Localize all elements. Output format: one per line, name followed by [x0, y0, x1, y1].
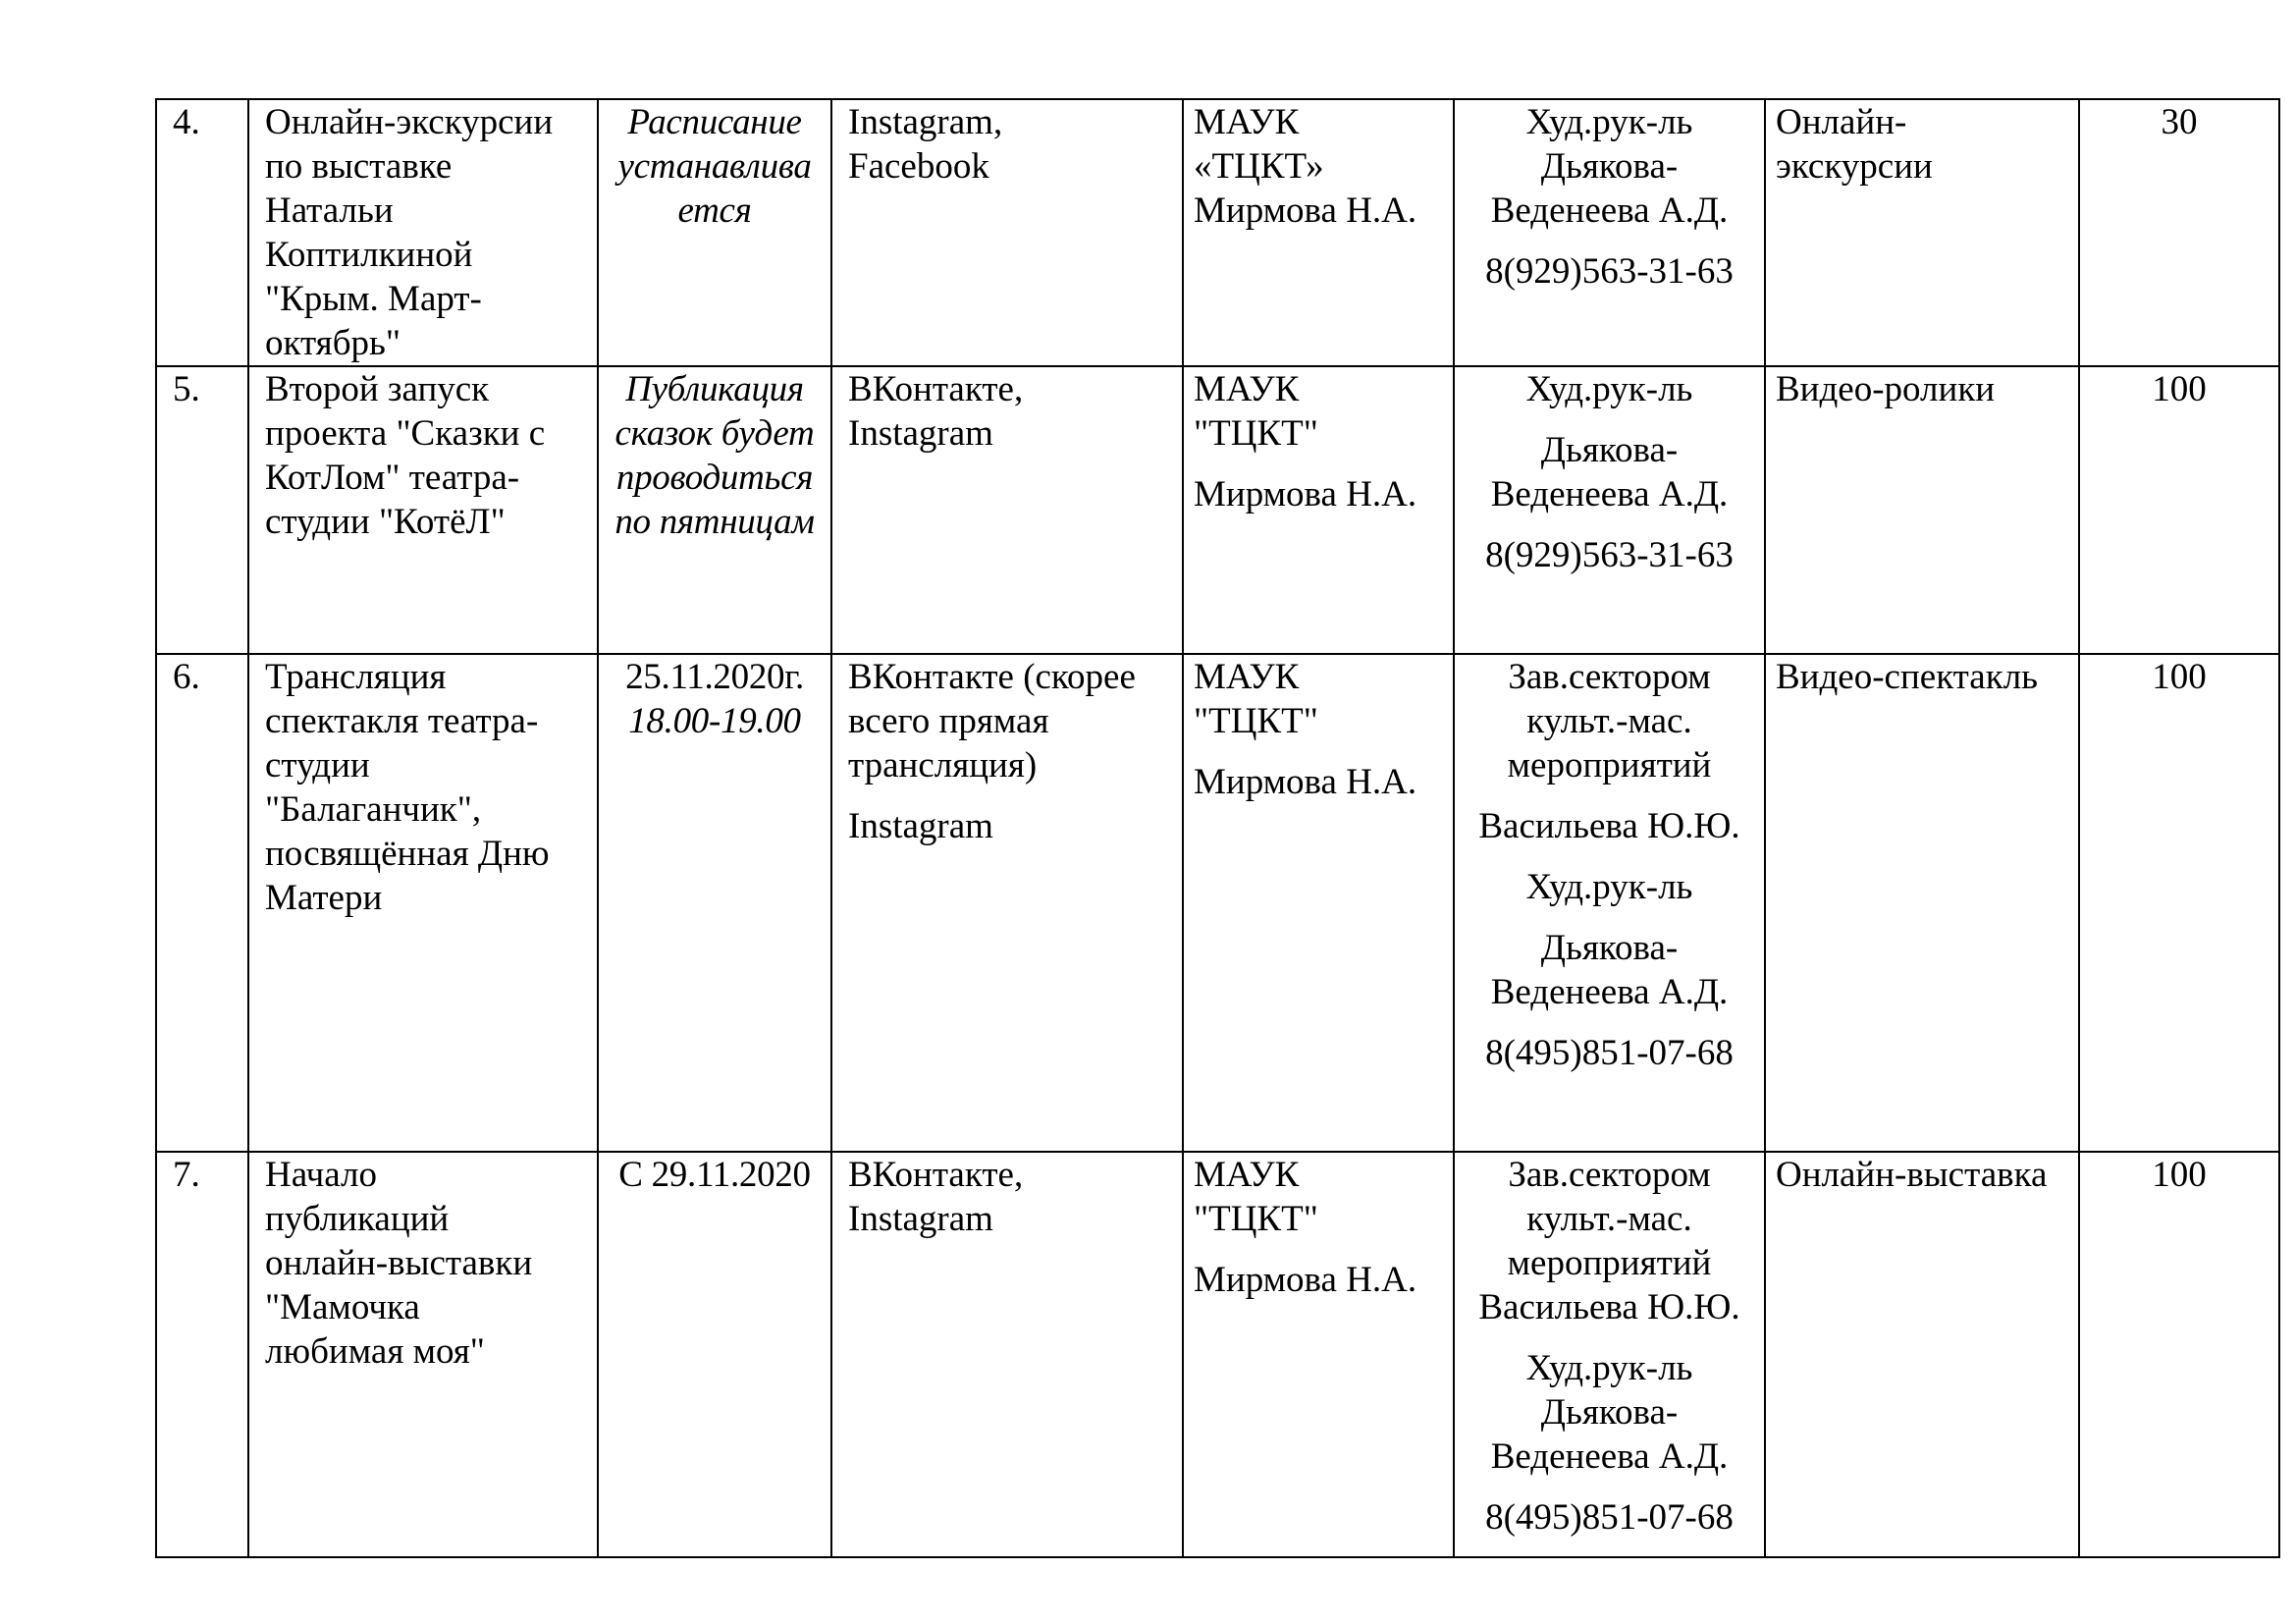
text-line: всего прямая [848, 701, 1049, 741]
text-line: 8(929)563-31-63 [1485, 251, 1734, 292]
org-paragraph [1194, 655, 1453, 743]
text-line: "Балаганчик", [265, 789, 482, 830]
text-line: 7. [173, 1155, 200, 1195]
text-line: Веденеева А.Д. [1490, 190, 1729, 231]
text-line: по выставке [265, 146, 453, 187]
text-line: мероприятий [1507, 745, 1712, 785]
text-line: Начало [265, 1155, 377, 1195]
text-line: Худ.рук-ль [1525, 867, 1693, 907]
responsible-cell [1454, 1152, 1765, 1557]
responsible-paragraph [1455, 926, 1764, 1014]
platform-cell [831, 654, 1183, 1152]
responsible-paragraph [1455, 655, 1764, 787]
format-cell [1765, 366, 2079, 654]
responsible-cell [1454, 654, 1765, 1152]
format-cell [1765, 99, 2079, 366]
text-line: Мирмова Н.А. [1194, 474, 1417, 514]
text-line: 100 [2152, 657, 2207, 697]
text-line: 100 [2152, 1155, 2207, 1195]
responsible-paragraph [1455, 804, 1764, 848]
table-row [156, 1152, 2279, 1557]
text-line: студии "КотёЛ" [265, 502, 506, 542]
text-line: ВКонтакте (скорее [848, 657, 1136, 697]
text-line: Instagram [848, 1199, 993, 1239]
text-line: Видео-ролики [1776, 369, 1996, 409]
text-line: 4. [173, 102, 200, 142]
text-line: МАУК [1194, 657, 1300, 697]
org-paragraph [1194, 1258, 1453, 1302]
text-line: Instagram [848, 806, 993, 846]
text-line: Худ.рук-ль [1525, 1348, 1693, 1388]
text-line: "ТЦКТ" [1194, 1199, 1318, 1239]
text-line: студии [265, 745, 370, 785]
event-date-cell [598, 1152, 831, 1557]
responsible-paragraph [1455, 249, 1764, 294]
responsible-paragraph [1455, 1153, 1764, 1329]
responsible-paragraph [1455, 533, 1764, 577]
org-paragraph [1194, 760, 1453, 804]
responsible-paragraph [1455, 1031, 1764, 1075]
text-line: МАУК [1194, 1155, 1300, 1195]
text-line: любимая моя" [265, 1331, 485, 1372]
text-line: 8(495)851-07-68 [1485, 1497, 1734, 1538]
text-line: Онлайн-экскурсии [265, 102, 554, 142]
text-line: Онлайн- [1776, 102, 1907, 142]
text-line: онлайн-выставки [265, 1243, 533, 1283]
text-line: экскурсии [1776, 146, 1933, 187]
row-number-cell [156, 366, 248, 654]
text-line: "Крым. Март- [265, 279, 482, 319]
table-row [156, 99, 2279, 366]
text-line: Instagram, [848, 102, 1003, 142]
text-line: трансляция) [848, 745, 1038, 785]
text-line: Коптилкиной [265, 235, 473, 275]
format-cell [1765, 654, 2079, 1152]
text-line: Трансляция [265, 657, 447, 697]
text-line: проводиться [615, 458, 814, 498]
participants-count-cell [2079, 654, 2279, 1152]
org-paragraph [1194, 1153, 1453, 1241]
text-line: Дьякова- [1540, 146, 1679, 187]
event-date-cell [598, 366, 831, 654]
platform-cell [831, 1152, 1183, 1557]
text-line: Публикация [625, 369, 804, 409]
text-line: С 29.11.2020 [618, 1155, 811, 1195]
org-paragraph [1194, 367, 1453, 456]
org-paragraph [1194, 472, 1453, 516]
text-line: публикаций [265, 1199, 450, 1239]
event-name-cell [248, 654, 598, 1152]
text-line: "ТЦКТ" [1194, 701, 1318, 741]
table-row [156, 366, 2279, 654]
platform-paragraph [848, 100, 1182, 189]
event-date-cell [598, 654, 831, 1152]
text-line: Худ.рук-ль [1525, 369, 1693, 409]
text-line: 25.11.2020г. [625, 657, 804, 697]
text-line: Instagram [848, 413, 993, 454]
text-line: Расписание [627, 102, 802, 142]
table-body [156, 99, 2279, 1557]
text-line: 8(929)563-31-63 [1485, 535, 1734, 575]
responsible-cell [1454, 99, 1765, 366]
text-line: Зав.сектором [1508, 657, 1711, 697]
text-line: Второй запуск [265, 369, 490, 409]
text-line: Дьякова- [1540, 1392, 1679, 1433]
responsible-paragraph [1455, 1346, 1764, 1479]
text-line: культ.-мас. [1526, 1199, 1692, 1239]
event-name-cell [248, 1152, 598, 1557]
text-line: проекта "Сказки с [265, 413, 546, 454]
platform-cell [831, 99, 1183, 366]
organizer-cell [1183, 99, 1454, 366]
text-line: ется [677, 190, 752, 231]
text-line: "ТЦКТ" [1194, 413, 1318, 454]
text-line: 18.00-19.00 [628, 701, 801, 741]
responsible-paragraph [1455, 100, 1764, 233]
text-line: ВКонтакте, [848, 1155, 1024, 1195]
text-line: Худ.рук-ль [1525, 102, 1693, 142]
text-line: 5. [173, 369, 200, 409]
event-date-cell [598, 99, 831, 366]
platform-paragraph [848, 655, 1182, 787]
participants-count-cell [2079, 366, 2279, 654]
text-line: 6. [173, 657, 200, 697]
text-line: 30 [2161, 102, 2198, 142]
organizer-cell [1183, 366, 1454, 654]
text-line: Мирмова Н.А. [1194, 190, 1417, 231]
responsible-cell [1454, 366, 1765, 654]
text-line: посвящённая Дню [265, 834, 550, 874]
platform-paragraph [848, 367, 1182, 456]
platform-cell [831, 366, 1183, 654]
participants-count-cell [2079, 1152, 2279, 1557]
responsible-paragraph [1455, 367, 1764, 411]
text-line: Facebook [848, 146, 989, 187]
text-line: ВКонтакте, [848, 369, 1024, 409]
text-line: устанавлива [617, 146, 812, 187]
text-line: Васильева Ю.Ю. [1478, 1287, 1740, 1327]
text-line: КотЛом" театра- [265, 458, 520, 498]
text-line: мероприятий [1507, 1243, 1712, 1283]
format-cell [1765, 1152, 2079, 1557]
text-line: Дьякова- [1540, 430, 1679, 470]
text-line: 100 [2152, 369, 2207, 409]
text-line: Мирмова Н.А. [1194, 762, 1417, 802]
table-row [156, 654, 2279, 1152]
events-table [155, 98, 2280, 1558]
organizer-cell [1183, 654, 1454, 1152]
text-line: спектакля театра- [265, 701, 539, 741]
row-number-cell [156, 99, 248, 366]
platform-paragraph [848, 1153, 1182, 1241]
text-line: сказок будет [614, 413, 815, 454]
text-line: октябрь" [265, 323, 400, 363]
event-name-cell [248, 366, 598, 654]
text-line: Веденеева А.Д. [1490, 1436, 1729, 1477]
text-line: Веденеева А.Д. [1490, 972, 1729, 1012]
text-line: Видео-спектакль [1776, 657, 2039, 697]
text-line: Васильева Ю.Ю. [1478, 806, 1740, 846]
text-line: Зав.сектором [1508, 1155, 1711, 1195]
organizer-cell [1183, 1152, 1454, 1557]
platform-paragraph [848, 804, 1182, 848]
text-line: Матери [265, 878, 383, 918]
responsible-paragraph [1455, 428, 1764, 516]
text-line: Натальи [265, 190, 394, 231]
org-paragraph [1194, 100, 1453, 233]
text-line: Веденеева А.Д. [1490, 474, 1729, 514]
text-line: "Мамочка [265, 1287, 420, 1327]
row-number-cell [156, 654, 248, 1152]
responsible-paragraph [1455, 1495, 1764, 1540]
row-number-cell [156, 1152, 248, 1557]
text-line: Онлайн-выставка [1776, 1155, 2048, 1195]
text-line: 8(495)851-07-68 [1485, 1033, 1734, 1073]
event-name-cell [248, 99, 598, 366]
responsible-paragraph [1455, 865, 1764, 909]
text-line: «ТЦКТ» [1194, 146, 1324, 187]
text-line: МАУК [1194, 102, 1300, 142]
text-line: по пятницам [614, 502, 815, 542]
text-line: Дьякова- [1540, 928, 1679, 968]
text-line: Мирмова Н.А. [1194, 1260, 1417, 1300]
participants-count-cell [2079, 99, 2279, 366]
text-line: культ.-мас. [1526, 701, 1692, 741]
text-line: МАУК [1194, 369, 1300, 409]
